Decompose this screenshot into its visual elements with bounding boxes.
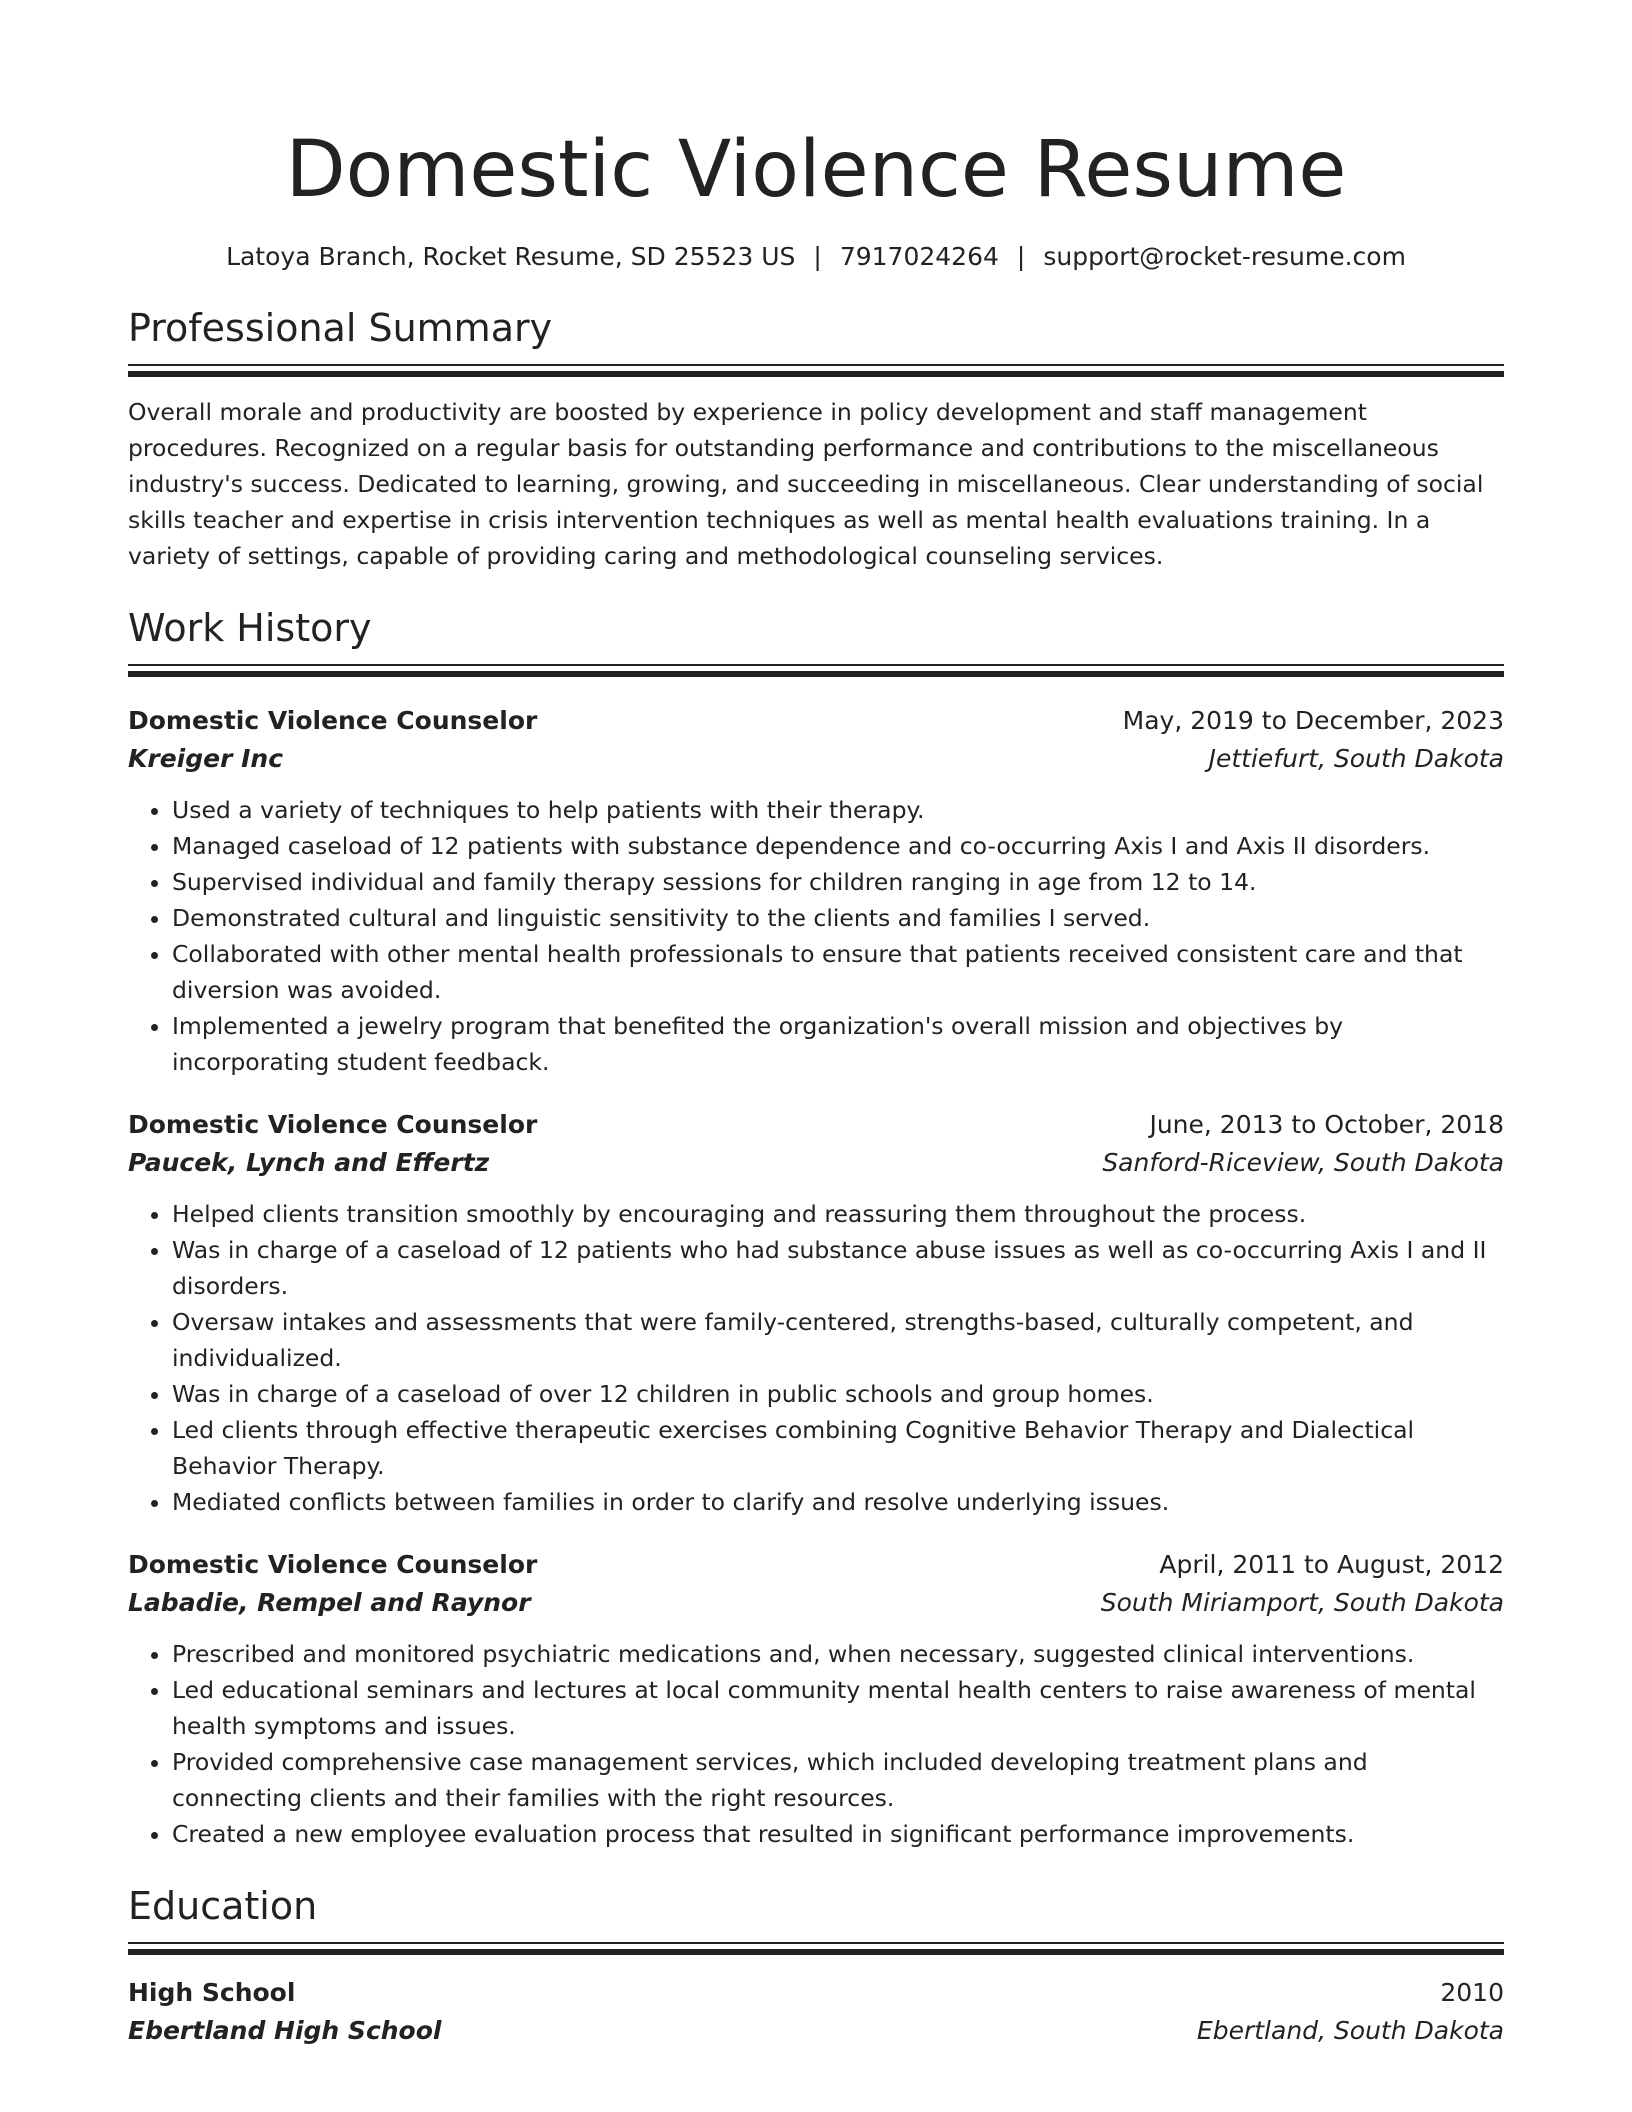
job-bullet: • Oversaw intakes and assessments that were family-centered, strengths-based, culturally competent, and individualized. bbox=[172, 1304, 1504, 1376]
job-bullet: • Helped clients transition smoothly by encouraging and reassuring them throughout the process. bbox=[172, 1196, 1504, 1232]
contact-address: Latoya Branch, Rocket Resume, SD 25523 US bbox=[226, 242, 796, 271]
job-bullet: • Prescribed and monitored psychiatric medications and, when necessary, suggested clinical interventions. bbox=[172, 1636, 1504, 1672]
job-dates: June, 2013 to October, 2018 bbox=[1149, 1110, 1504, 1139]
job-bullet: • Was in charge of a caseload of over 12 children in public schools and group homes. bbox=[172, 1376, 1504, 1412]
job-bullet: • Collaborated with other mental health professionals to ensure that patients received consistent care and that diversion was avoided. bbox=[172, 936, 1504, 1008]
job-bullet: • Was in charge of a caseload of 12 patients who had substance abuse issues as well as co-occurring Axis I and II disorders. bbox=[172, 1232, 1504, 1304]
contact-phone: 7917024264 bbox=[839, 242, 999, 271]
job-employer: Labadie, Rempel and Raynor bbox=[128, 1588, 531, 1617]
job-bullet: • Demonstrated cultural and linguistic sensitivity to the clients and families I served. bbox=[172, 900, 1504, 936]
summary-text: Overall morale and productivity are boosted by experience in policy development and staff management procedures. Recognized on a regular basis for outstanding performance and contributions to the miscellaneous industry's success. Dedicated to learning, growing, and succeeding in miscellaneous. Clear understanding of social skills teacher and expertise in crisis intervention techniques as well as mental health evaluations training. In a variety of settings, capable of providing caring and methodological counseling services. bbox=[128, 398, 1484, 570]
job-location: South Miriamport, South Dakota bbox=[1100, 1588, 1504, 1617]
job-location: Jettiefurt, South Dakota bbox=[1208, 744, 1504, 773]
job-bullet: • Supervised individual and family therapy sessions for children ranging in age from 12 to 14. bbox=[172, 864, 1504, 900]
job-bullet: • Managed caseload of 12 patients with substance dependence and co-occurring Axis I and Axis II disorders. bbox=[172, 828, 1504, 864]
job-title: Domestic Violence Counselor bbox=[128, 1110, 538, 1139]
education-degree: High School bbox=[128, 1978, 296, 2007]
job-entry bbox=[128, 702, 1504, 1080]
job-entry bbox=[128, 1106, 1504, 1520]
job-bullet: • Used a variety of techniques to help patients with their therapy. bbox=[172, 792, 1504, 828]
section-divider bbox=[128, 664, 1504, 676]
job-bullet: • Created a new employee evaluation process that resulted in significant performance improvements. bbox=[172, 1816, 1504, 1852]
job-bullet: • Led clients through effective therapeutic exercises combining Cognitive Behavior Therapy and Dialectical Behavior Therapy. bbox=[172, 1412, 1504, 1484]
summary-heading: Professional Summary bbox=[128, 306, 553, 350]
job-title: Domestic Violence Counselor bbox=[128, 706, 538, 735]
job-bullet: • Implemented a jewelry program that benefited the organization's overall mission and objectives by incorporating student feedback. bbox=[172, 1008, 1504, 1080]
job-bullets bbox=[128, 1636, 1504, 1852]
job-employer: Kreiger Inc bbox=[128, 744, 284, 773]
job-entry bbox=[128, 1546, 1504, 1852]
work-section-header bbox=[128, 604, 1504, 676]
summary-section-header bbox=[128, 304, 1504, 376]
education-location: Ebertland, South Dakota bbox=[1196, 2016, 1504, 2045]
education-heading: Education bbox=[128, 1884, 318, 1928]
job-bullets bbox=[128, 792, 1504, 1080]
job-bullet: • Led educational seminars and lectures at local community mental health centers to raise awareness of mental health symptoms and issues. bbox=[172, 1672, 1504, 1744]
job-bullets bbox=[128, 1196, 1504, 1520]
education-section-header bbox=[128, 1882, 1504, 1954]
section-divider bbox=[128, 364, 1504, 376]
job-bullet: • Mediated conflicts between families in order to clarify and resolve underlying issues. bbox=[172, 1484, 1504, 1520]
education-year: 2010 bbox=[1440, 1978, 1504, 2007]
education-school: Ebertland High School bbox=[128, 2016, 442, 2045]
job-bullet: • Provided comprehensive case management services, which included developing treatment plans and connecting clients and their families with the right resources. bbox=[172, 1744, 1504, 1816]
job-employer: Paucek, Lynch and Effertz bbox=[128, 1148, 490, 1177]
contact-separator: | bbox=[1016, 242, 1026, 271]
education-entry bbox=[128, 1974, 1504, 2050]
work-heading: Work History bbox=[128, 606, 372, 650]
job-title: Domestic Violence Counselor bbox=[128, 1550, 538, 1579]
contact-separator: | bbox=[813, 242, 822, 271]
job-location: Sanford-Riceview, South Dakota bbox=[1102, 1148, 1504, 1177]
section-divider bbox=[128, 1942, 1504, 1954]
resume-title: Domestic Violence Resume bbox=[285, 125, 1347, 215]
job-dates: April, 2011 to August, 2012 bbox=[1159, 1550, 1504, 1579]
contact-email: support@rocket-resume.com bbox=[1043, 242, 1406, 271]
job-dates: May, 2019 to December, 2023 bbox=[1122, 706, 1504, 735]
contact-line bbox=[128, 240, 1504, 274]
